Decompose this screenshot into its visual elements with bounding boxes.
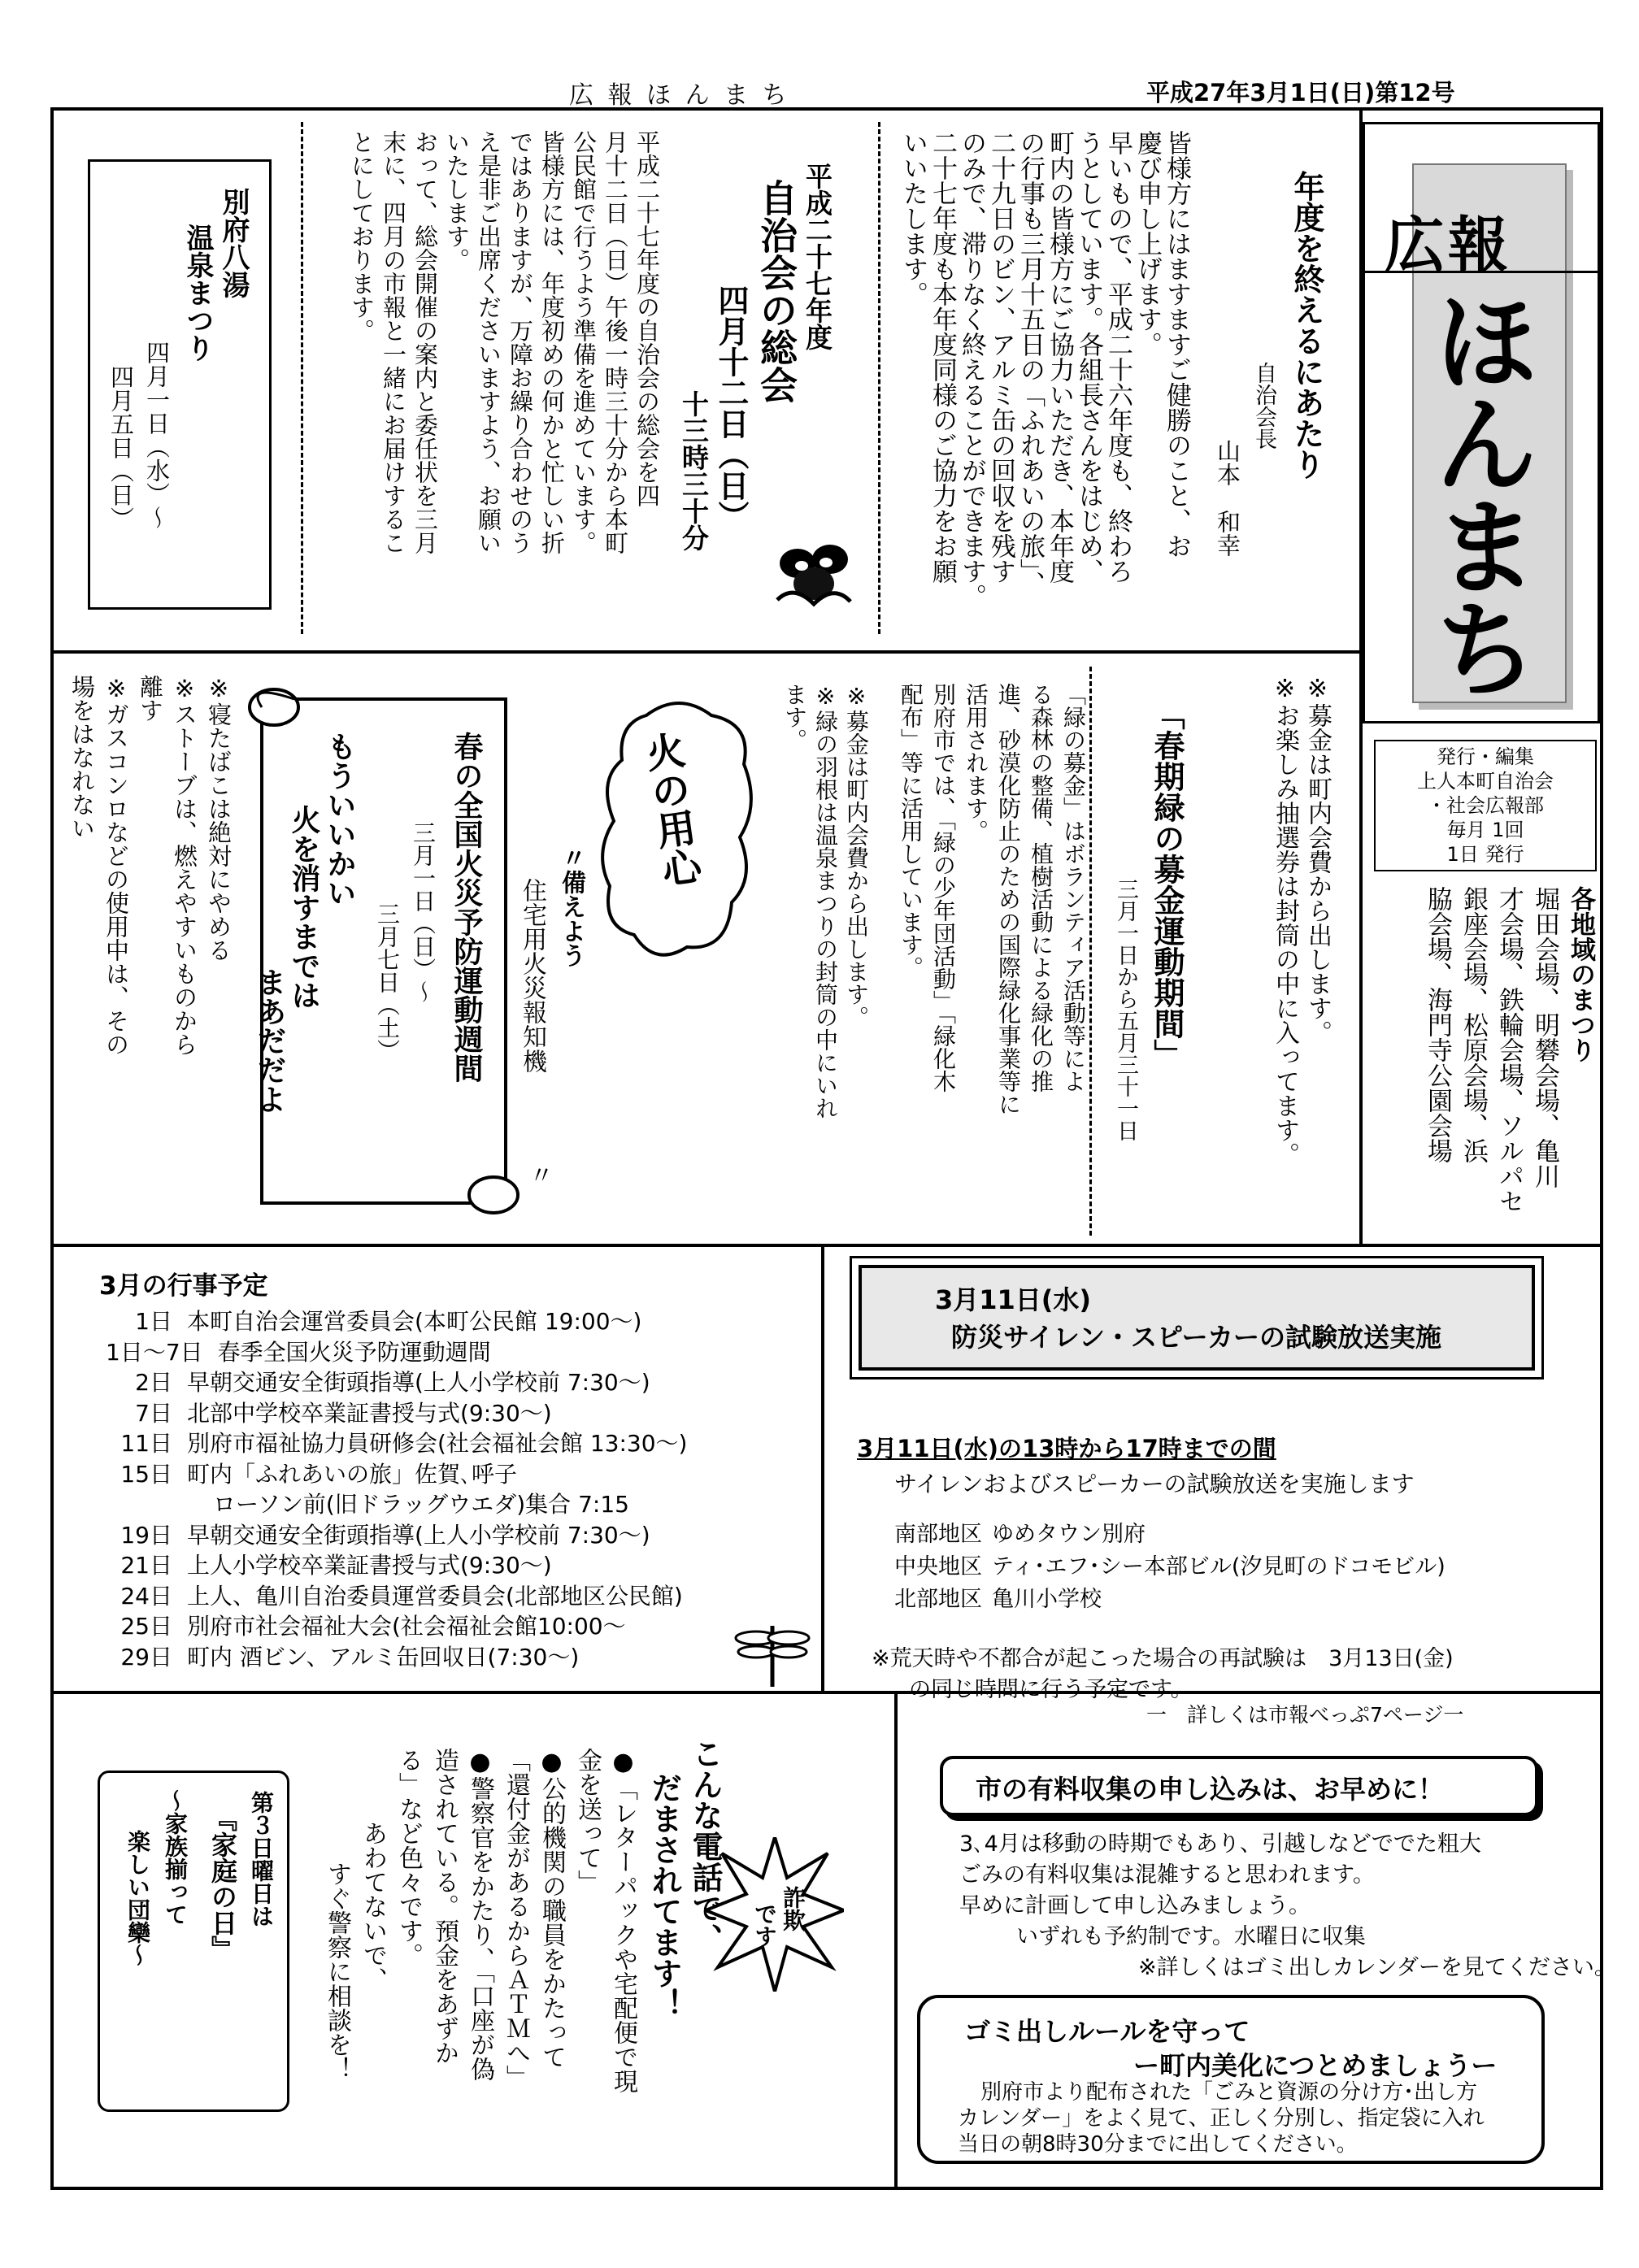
- schedule-text: ローソン前(旧ドラッグウエダ)集合 7:15: [213, 1491, 629, 1518]
- garbage-body: [958, 2079, 1485, 2157]
- schedule-text: 早朝交通安全街頭指導(上人小学校前 7:30～): [187, 1369, 650, 1396]
- fire-week-date-2: 三月七日（土）: [374, 902, 401, 1062]
- divider: [50, 1244, 1603, 1247]
- schedule-row: [106, 1426, 687, 1458]
- schedule-row: [106, 1518, 650, 1550]
- masthead-rule: [1365, 271, 1598, 273]
- dragonfly-illustration: [732, 1618, 813, 1691]
- publisher-line: 毎月 1回: [1446, 819, 1524, 841]
- divider: [878, 122, 880, 634]
- issue-date: 平成27年3月1日(日)第12号: [1146, 79, 1455, 106]
- siren-date: 3月11日(水): [935, 1284, 1092, 1315]
- venues-line: 銀座会場、松原会場、浜: [1459, 886, 1488, 1163]
- siren-title: 防災サイレン・スピーカーの試験放送実施: [951, 1322, 1442, 1353]
- schedule-row: [213, 1487, 629, 1519]
- family-day-line-1: 第３日曜日は: [248, 1791, 275, 1927]
- meeting-line: いたします。: [443, 130, 471, 272]
- onsen-date-1: 四月一日（水）～: [143, 341, 171, 529]
- schedule-day: 29日: [120, 1643, 172, 1671]
- siren-area-row: [894, 1519, 1446, 1551]
- fire-note: 場をはなれない: [68, 675, 96, 840]
- fire-note: ※寝たばこは絶対にやめる: [205, 675, 233, 962]
- masthead-title-top: 広報: [1385, 211, 1511, 280]
- garbage-title-1: ゴミ出しルールを守って: [964, 2016, 1250, 2047]
- schedule-row: [106, 1457, 517, 1489]
- note-line: ※募金は町内会費から出します。: [1303, 675, 1332, 1045]
- divider: [894, 1691, 898, 2190]
- schedule-day: 24日: [120, 1582, 172, 1610]
- divider: [301, 122, 303, 634]
- scam-line: ●公的機関の職員をかたって: [537, 1748, 566, 2069]
- schedule-text: 別府市福祉協力員研修会(社会福祉会館 13:30～): [187, 1430, 688, 1457]
- fire-note: ※ガスコンロなどの使用中は、その: [102, 675, 130, 1056]
- siren-box: [859, 1265, 1535, 1371]
- scam-title-2: だまされてます！: [646, 1772, 682, 2019]
- family-day-line-4: 楽しい団欒～: [124, 1830, 151, 1966]
- greeting-line: 二十七年度も本年度同様のご協力をお願: [928, 130, 957, 584]
- divider: [1089, 667, 1092, 1236]
- paid-collection-banner: [940, 1756, 1538, 1816]
- scam-burst-text-2: です: [751, 1902, 778, 1948]
- green-line: 「緑の募金」はボランティア活動等によ: [1060, 683, 1087, 1093]
- siren-areas: [894, 1519, 1446, 1616]
- scam-line: 「還付金があるからＡＴＭへ」: [502, 1748, 530, 2089]
- green-fund-title: 「春期緑の募金運動期間」: [1149, 699, 1185, 1070]
- schedule-text: 町内 酒ビン、アルミ缶回収日(7:30～): [187, 1643, 580, 1671]
- venues-line: 堀田会場、明礬会場、亀川: [1530, 886, 1559, 1188]
- meeting-line: おって、総会開催の案内と委任状を三月: [411, 130, 439, 554]
- garbage-rules-box: [917, 1995, 1545, 2164]
- meeting-line: ではありますが、万障お繰り合わせのう: [506, 130, 534, 554]
- greeting-author-role: 自治会長: [1251, 362, 1276, 450]
- fire-week-slogan-1: もういいかい: [323, 732, 356, 907]
- schedule-text: 別府市社会福祉大会(社会福祉会館10:00～: [187, 1613, 626, 1640]
- greeting-line: いいたします。: [898, 130, 928, 306]
- schedule-text: 北部中学校卒業証書授与式(9:30～): [187, 1399, 552, 1427]
- garbage-line: カレンダー」をよく見て、正しく分別し、指定袋に入れ: [958, 2106, 1485, 2131]
- siren-area-row: [894, 1584, 1446, 1616]
- schedule-row: [106, 1396, 552, 1428]
- schedule-day: 7日: [135, 1399, 172, 1427]
- greeting-line: 慶び申し上げます。: [1133, 130, 1162, 357]
- area-name: 北部地区: [894, 1587, 982, 1612]
- paid-line: ごみの有料収集は混雑すると思われます。: [959, 1862, 1375, 1888]
- greeting-title: 年度を終えるにあたり: [1289, 171, 1324, 480]
- note-line: ※お楽しみ抽選券は封筒の中に入ってます。: [1271, 675, 1299, 1167]
- schedule-day: 11日: [120, 1430, 172, 1457]
- masthead-title: ほんまち: [1416, 287, 1541, 697]
- siren-description: サイレンおよびスピーカーの試験放送を実施します: [894, 1471, 1415, 1497]
- masthead: [1363, 122, 1600, 723]
- siren-note-1: ※荒天時や不都合が起こった場合の再試験は 3月13日(金): [872, 1646, 1454, 1671]
- green-note: ます。: [781, 683, 808, 751]
- onsen-festival-box: [88, 159, 272, 610]
- fire-safety-notes: [65, 675, 236, 1227]
- schedule-day: 19日: [120, 1521, 172, 1549]
- newsletter-name: 広 報 ほ ん ま ち: [569, 81, 790, 110]
- meeting-title-2: 自治会の総会: [754, 179, 798, 403]
- scam-burst-text-1: 詐欺: [780, 1886, 806, 1931]
- schedule-text: 町内「ふれあいの旅」佐賀､呼子: [187, 1460, 518, 1488]
- publisher-line: 発行・編集: [1437, 745, 1534, 768]
- green-note: ※募金は町内会費から出します。: [843, 683, 870, 1028]
- schedule-day: 1日～7日: [106, 1338, 203, 1366]
- greeting-line: 町内の皆様方にご協力いただき、本年度: [1045, 130, 1074, 584]
- meeting-line: とにしております。: [348, 130, 376, 342]
- green-line: 配布」等に活用しています。: [898, 683, 924, 979]
- greeting-line: うとしています。各組長さんをはじめ、: [1074, 130, 1103, 584]
- meeting-title-1: 平成二十七年度: [802, 163, 833, 350]
- paid-line: 3､4月は移動の時期でもあり、引越しなどででた粗大: [959, 1831, 1481, 1857]
- divider: [50, 1691, 1603, 1694]
- paid-line: いずれも予約制です。水曜日に収集: [1016, 1924, 1366, 1949]
- onsen-title-1: 別府八湯: [217, 188, 250, 298]
- schedule-row: [106, 1609, 626, 1641]
- scam-line: すぐ警察に相談を！: [323, 1862, 351, 2081]
- matsuri-venues: [1419, 886, 1598, 1244]
- meeting-line: 月十二日（日）午後一時三十分から本町: [602, 130, 629, 554]
- greeting-body: [894, 130, 1191, 634]
- area-place: ティ･エフ･シー本部ビル(汐見町のドコモビル): [992, 1554, 1446, 1579]
- area-place: ゆめタウン別府: [992, 1522, 1146, 1547]
- fire-alarm-line-2: 住宅用火災報知機: [518, 878, 546, 1073]
- schedule-day: 1日: [135, 1308, 172, 1335]
- schedule-row: [106, 1579, 683, 1611]
- schedule-row: [106, 1335, 491, 1367]
- family-day-line-3: ～家族揃って: [162, 1789, 189, 1926]
- scam-line: ●警察官をかたり、「口座が偽: [466, 1748, 494, 2081]
- meeting-line: 公民館で行うよう準備を進めています。: [570, 130, 598, 554]
- flower-illustration: [769, 527, 859, 616]
- fire-note: 離す: [137, 675, 164, 722]
- meeting-line: 皆様方には、年度初めの何かと忙しい折: [538, 130, 566, 554]
- greeting-line: の行事も三月十五日の「ふれあいの旅」、: [1015, 130, 1045, 597]
- family-day-box: [98, 1771, 289, 2112]
- green-line: 進、砂漠化防止のための国際緑化事業等に: [995, 683, 1022, 1115]
- garbage-title-2: ー町内美化につとめましょうー: [1133, 2050, 1498, 2081]
- greeting-line: 皆様方にはますますご健勝のこと、お: [1162, 130, 1191, 558]
- greeting-line: のみで、滞りなく終えることができます。: [957, 130, 986, 609]
- green-fund-body: [894, 683, 1089, 1219]
- publisher-info: [1374, 740, 1597, 871]
- schedule-title: 3月の行事予定: [99, 1271, 268, 1301]
- siren-note-2: の同じ時間に行う予定です。: [909, 1677, 1193, 1702]
- paid-collection-title: 市の有料収集の申し込みは、お早めに！: [976, 1774, 1445, 1805]
- schedule-text: 春季全国火災予防運動週間: [217, 1338, 491, 1366]
- meeting-line: え是非ご出席くださいますよう、お願い: [475, 130, 502, 554]
- schedule-text: 上人、亀川自治委員運営委員会(北部地区公民館): [187, 1582, 683, 1610]
- divider: [50, 650, 1359, 654]
- meeting-time: 十三時三十分: [678, 390, 710, 551]
- fire-week-title: 春の全国火災予防運動週間: [450, 732, 483, 1083]
- siren-note-3: 一 詳しくは市報べっぷ7ページ一: [1146, 1703, 1464, 1727]
- onsen-title-2: 温泉まつり: [181, 224, 214, 362]
- venues-line: 才会場、鉄輪会場、ソルパセ: [1494, 886, 1524, 1214]
- schedule-row: [106, 1365, 650, 1397]
- garbage-line: 当日の朝8時30分までに出してください。: [958, 2132, 1358, 2157]
- green-fund-period: 三月一日から五月三十一日: [1113, 878, 1138, 1141]
- fire-note: ※ストーブは、燃えやすいものから: [171, 675, 198, 1056]
- schedule-text: 早朝交通安全街頭指導(上人小学校前 7:30～): [187, 1521, 650, 1549]
- green-line: る森林の整備、植樹活動による緑化の推: [1028, 683, 1054, 1093]
- schedule-day: 21日: [120, 1552, 172, 1579]
- publisher-line: 1日 発行: [1446, 843, 1524, 866]
- scam-line: る」など色々です。: [394, 1748, 423, 1967]
- meeting-line: 平成二十七年度の自治会の総会を四: [633, 130, 661, 507]
- divider: [821, 1244, 824, 1692]
- scam-body: [319, 1748, 641, 2170]
- schedule-row: [106, 1548, 552, 1580]
- family-day-line-2: 『家庭の日』: [207, 1805, 238, 1962]
- paid-collection-body: [959, 1829, 1616, 1983]
- green-line: 別府市では、「緑の少年団活動」「緑化木: [930, 683, 957, 1093]
- schedule-text: 上人小学校卒業証書授与式(9:30～): [187, 1552, 552, 1579]
- greeting-author-name: 山本 和幸: [1214, 439, 1241, 557]
- fundraise-notes: [1268, 675, 1333, 1244]
- schedule-row: [106, 1640, 579, 1672]
- schedule-day: 15日: [120, 1460, 172, 1488]
- schedule-text: 本町自治会運営委員会(本町公民館 19:00～): [187, 1308, 642, 1335]
- green-fund-notes: [779, 683, 872, 1219]
- onsen-date-2: 四月五日（日）: [107, 365, 135, 530]
- fire-week-slogan-2: 火を消すまでは: [287, 805, 320, 1010]
- schedule-day: 2日: [135, 1369, 172, 1396]
- meeting-body: [321, 130, 663, 634]
- greeting-line: 早いもので、平成二十六年度も、終わろ: [1103, 130, 1133, 584]
- fire-alarm-line-3: 〃: [524, 1162, 553, 1187]
- scam-line: ●「レターパックや宅配便で現: [609, 1748, 637, 2093]
- area-name: 中央地区: [894, 1554, 982, 1579]
- scam-title-1: こんな電話で、: [687, 1738, 723, 1954]
- meeting-line: 末に、四月の市報と一緒にお届けするこ: [380, 130, 407, 554]
- garbage-line: 別府市より配布された「ごみと資源の分け方･出し方: [980, 2080, 1478, 2105]
- greeting-line: 二十九日のビン、アルミ缶の回収を残す: [986, 130, 1015, 584]
- area-name: 南部地区: [894, 1522, 982, 1547]
- siren-subtitle: 3月11日(水)の13時から17時までの間: [857, 1435, 1276, 1462]
- scam-line: あわてないで、: [359, 1821, 387, 1992]
- schedule-row: [106, 1304, 641, 1336]
- venues-line: 各地域のまつり: [1566, 886, 1595, 1062]
- green-line: 活用されます。: [963, 683, 989, 842]
- fire-week-slogan-3: まあだだよ: [253, 967, 286, 1114]
- scam-line: 金を送って」: [573, 1748, 602, 1894]
- venues-line: 脇会場、海門寺公園会場: [1423, 886, 1452, 1163]
- fire-week-date-1: 三月一日（日）～: [410, 821, 437, 1003]
- siren-area-row: [894, 1551, 1446, 1584]
- fire-alarm-line-1: 〃備えよう: [557, 845, 585, 967]
- green-note: ※緑の羽根は温泉まつりの封筒の中にいれ: [812, 683, 839, 1119]
- scam-line: 造されている。預金をあずか: [430, 1748, 459, 2065]
- paid-line: 早めに計画して申し込みましょう。: [959, 1893, 1311, 1918]
- area-place: 亀川小学校: [992, 1587, 1102, 1612]
- fire-caution-text: 火の用心: [636, 729, 704, 891]
- meeting-date: 四月十二日（日）: [713, 285, 749, 532]
- paid-line: ※詳しくはゴミ出しカレンダーを見てください。: [1138, 1955, 1616, 1980]
- publisher-line: 上人本町自治会: [1417, 770, 1554, 793]
- schedule-day: 25日: [120, 1613, 172, 1640]
- publisher-line: ・社会広報部: [1427, 794, 1544, 817]
